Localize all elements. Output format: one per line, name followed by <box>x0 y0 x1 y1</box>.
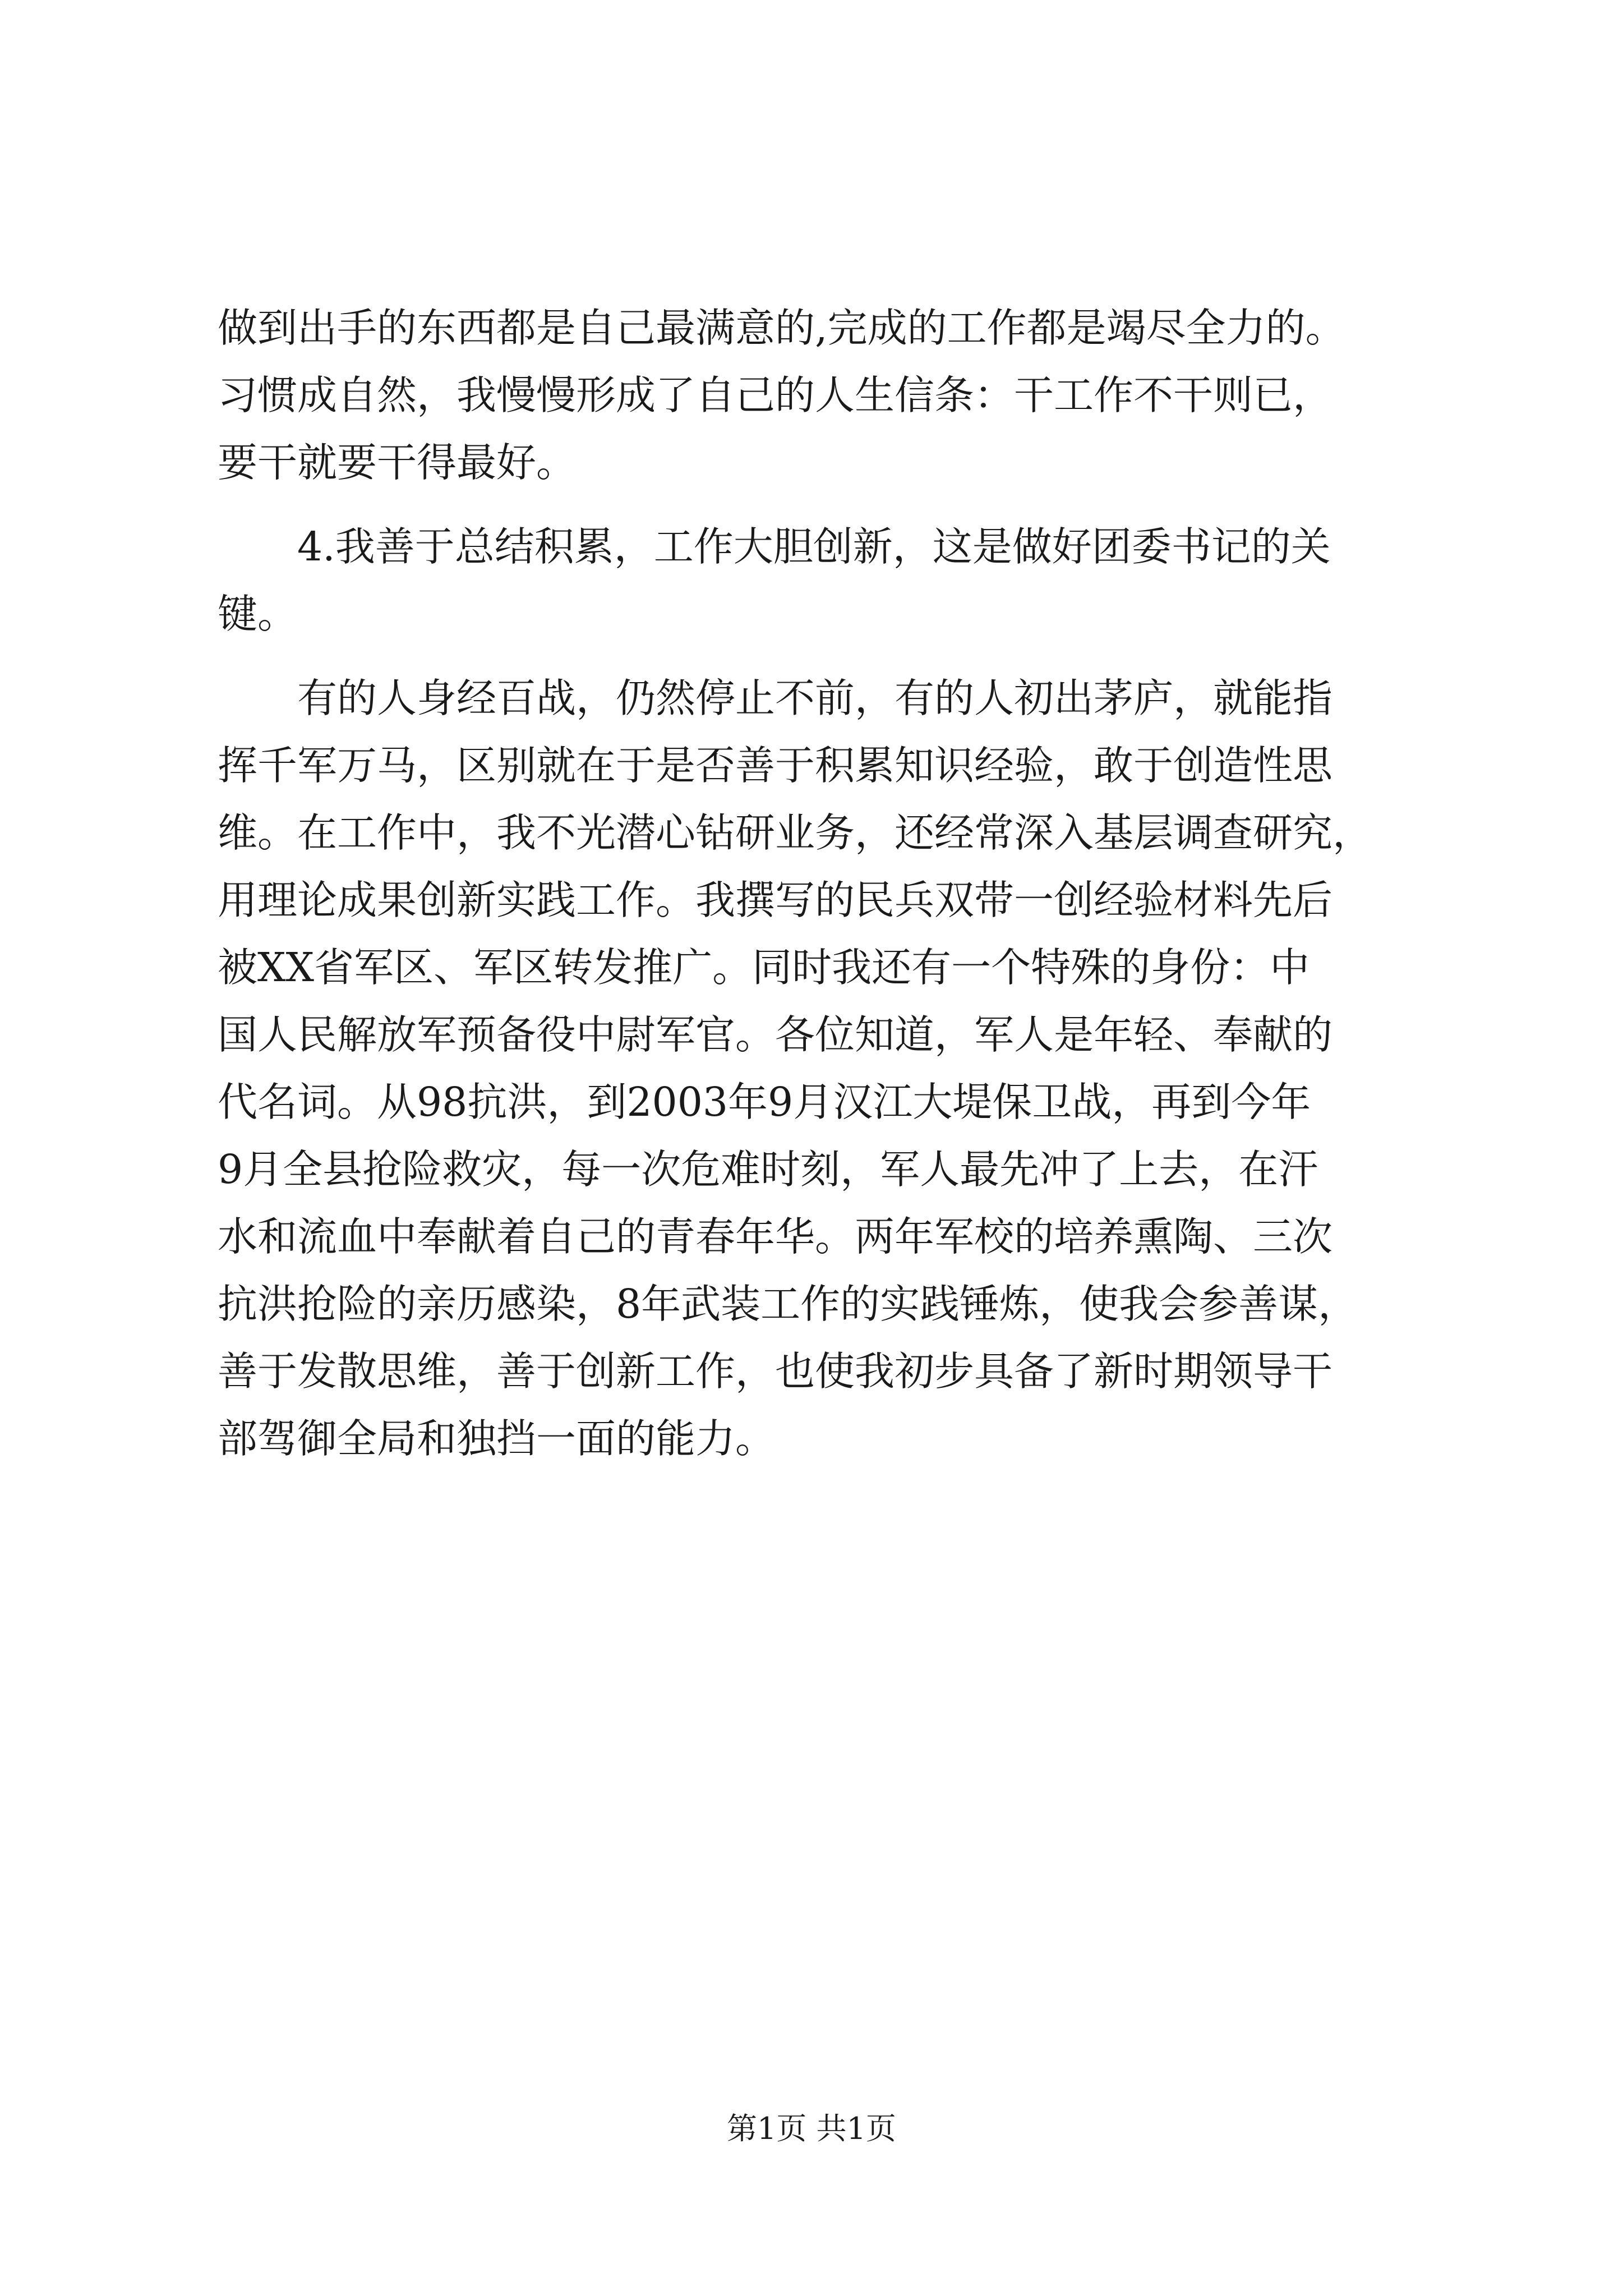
text-line: 被XX省军区、军区转发推广。同时我还有一个特殊的身份：中 <box>218 944 1310 991</box>
text-line: 9月全县抢险救灾，每一次危难时刻，军人最先冲了上去，在汗 <box>218 1146 1318 1193</box>
paragraph-start-line: 4.我善于总结积累，工作大胆创新，这是做好团委书记的关 <box>297 523 1331 570</box>
text-line: 抗洪抢险的亲历感染，8年武装工作的实践锤炼，使我会参善谋， <box>218 1281 1358 1327</box>
text-line: 善于发散思维，善于创新工作，也使我初步具备了新时期领导干 <box>218 1348 1333 1395</box>
text-line: 习惯成自然，我慢慢形成了自己的人生信条：干工作不干则已， <box>218 372 1333 418</box>
paragraph-start-line: 有的人身经百战，仍然停止不前，有的人初出茅庐，就能指 <box>297 675 1333 721</box>
body-text <box>218 295 1451 1473</box>
text-line: 键。 <box>218 591 298 637</box>
text-line: 挥千军万马，区别就在于是否善于积累知识经验，敢于创造性思 <box>218 742 1333 789</box>
text-line: 国人民解放军预备役中尉军官。各位知道，军人是年轻、奉献的 <box>218 1011 1333 1058</box>
page-number-footer: 第1页 共1页 <box>727 2111 896 2146</box>
text-line: 维。在工作中，我不光潜心钻研业务，还经常深入基层调查研究， <box>218 809 1373 856</box>
text-line: 部驾御全局和独挡一面的能力。 <box>218 1415 776 1462</box>
text-line: 用理论成果创新实践工作。我撰写的民兵双带一创经验材料先后 <box>218 877 1333 923</box>
text-line: 水和流血中奉献着自己的青春年华。两年军校的培养熏陶、三次 <box>218 1213 1333 1260</box>
text-line: 做到出手的东西都是自己最满意的,完成的工作都是竭尽全力的。 <box>218 305 1345 351</box>
text-line: 要干就要干得最好。 <box>218 439 577 486</box>
text-line: 代名词。从98抗洪，到2003年9月汉江大堤保卫战，再到今年 <box>218 1079 1311 1125</box>
